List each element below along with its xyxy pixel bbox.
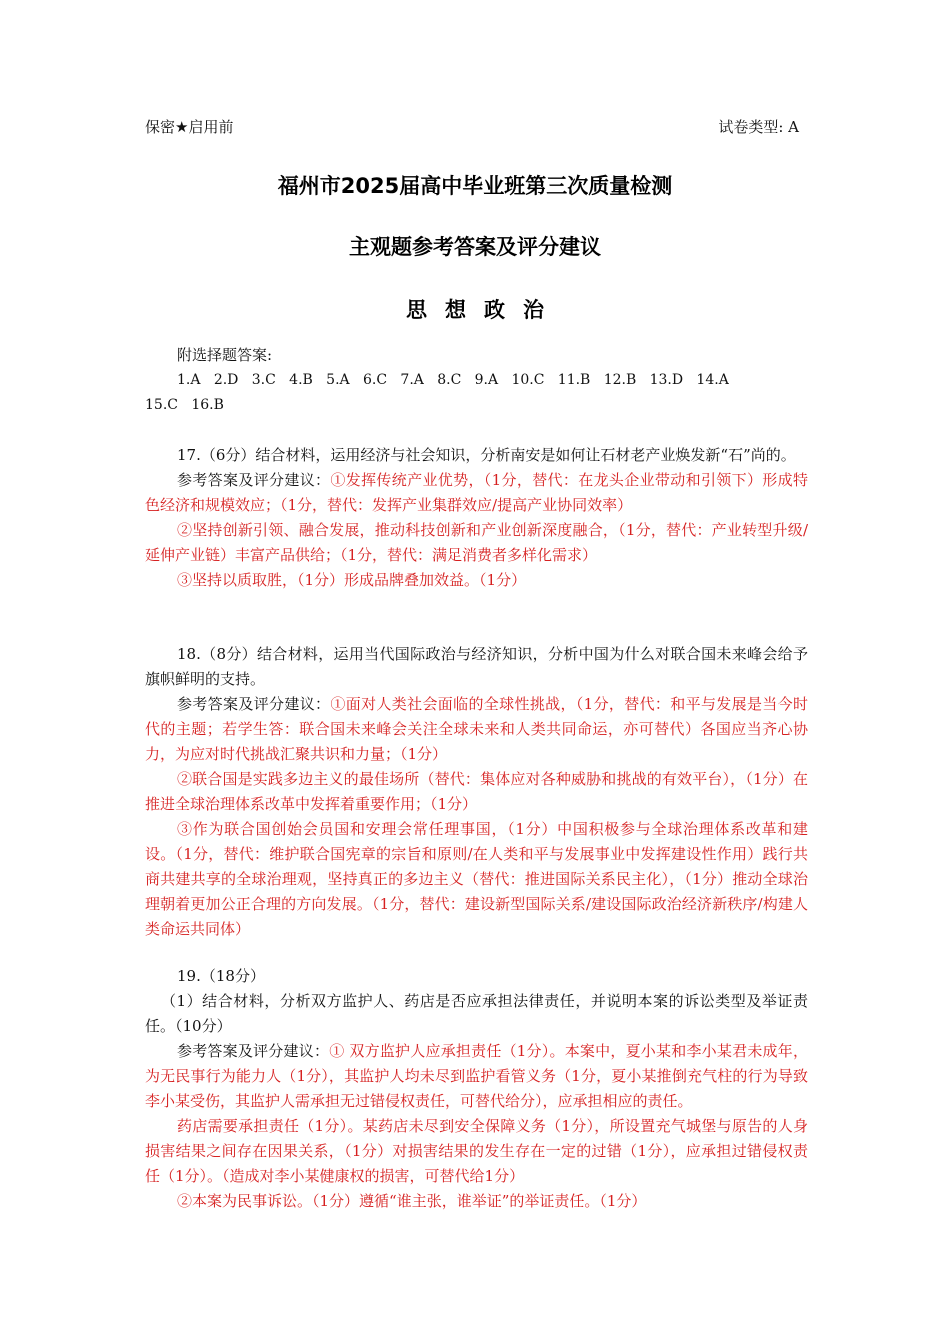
question-18-text: 18.（8分）结合材料，运用当代国际政治与经济知识，分析中国为什么对联合国未来峰会给予旗帜鲜明的支持。 xyxy=(145,645,808,688)
question-19-sub1: （1）结合材料，分析双方监护人、药店是否应承担法律责任，并说明本案的诉讼类型及举证责任。（10分） xyxy=(145,992,808,1035)
answer-19-1-text: ① 双方监护人应承担责任（1分）。本案中，夏小某和李小某君未成年，为无民事行为能力人（1分），其监护人均未尽到监护看管义务（1分，夏小某推倒充气柱的行为导致李小某受伤，其监护人需承担无过错侵权责任，可替代给分），应承担相应的责任。 xyxy=(145,1042,808,1110)
answer-18-2: ②联合国是实践多边主义的最佳场所（替代：集体应对各种威胁和挑战的有效平台），（1分）在推进全球治理体系改革中发挥着重要作用；（1分） xyxy=(145,770,808,813)
question-18 xyxy=(145,642,808,942)
answer-17-2: ②坚持创新引领、融合发展，推动科技创新和产业创新深度融合，（1分，替代：产业转型升级/延伸产业链）丰富产品供给；（1分，替代：满足消费者多样化需求） xyxy=(145,521,808,564)
page-title: 福州市2025届高中毕业班第三次质量检测 xyxy=(277,174,673,198)
paper-type: 试卷类型: A xyxy=(718,118,799,136)
choice-line-2: 15.C 16.B xyxy=(145,397,224,413)
answer-19-3: ②本案为民事诉讼。（1分）遵循“谁主张，谁举证”的举证责任。（1分） xyxy=(177,1192,647,1210)
question-17-text: 17.（6分）结合材料，运用经济与社会知识，分析南安是如何让石材老产业焕发新“石”尚的。 xyxy=(177,446,796,464)
answer-label: 参考答案及评分建议： xyxy=(177,695,331,713)
answer-17-3: ③坚持以质取胜，（1分）形成品牌叠加效益。（1分） xyxy=(177,571,527,589)
answer-label: 参考答案及评分建议： xyxy=(177,1042,330,1060)
choice-line-1: 1.A 2.D 3.C 4.B 5.A 6.C 7.A 8.C 9.A 10.C 11.B 12.B 13.D 14.A xyxy=(177,372,729,388)
answer-19-2: 药店需要承担责任（1分）。某药店未尽到安全保障义务（1分），所设置充气城堡与原告的人身损害结果之间存在因果关系，（1分）对损害结果的发生存在一定的过错（1分），应承担过错侵权责任（1分）。（造成对李小某健康权的损害，可替代给1分） xyxy=(145,1117,808,1185)
answer-17-1-text: ①发挥传统产业优势，（1分，替代：在龙头企业带动和引领下）形成特色经济和规模效应；（1分，替代：发挥产业集群效应/提高产业协同效率） xyxy=(145,471,808,514)
answer-19-1 xyxy=(145,1039,808,1114)
page-subtitle: 主观题参考答案及评分建议 xyxy=(349,235,601,259)
question-19-head: 19.（18分） xyxy=(177,967,265,985)
answer-18-1-text: ①面对人类社会面临的全球性挑战，（1分，替代：和平与发展是当今时代的主题；若学生答：联合国未来峰会关注全球未来和人类共同命运，亦可替代）各国应当齐心协力，为应对时代挑战汇聚共识和力量；（1分） xyxy=(145,695,808,763)
answer-17-1 xyxy=(145,468,808,518)
question-19 xyxy=(145,964,808,1214)
question-17 xyxy=(145,443,808,593)
answer-18-1 xyxy=(145,692,808,767)
answer-label: 参考答案及评分建议： xyxy=(177,471,331,489)
choice-label: 附选择题答案: xyxy=(177,346,273,364)
choice-answers xyxy=(145,343,808,418)
subject-title: 思想政治 xyxy=(406,297,562,322)
answer-18-3: ③作为联合国创始会员国和安理会常任理事国，（1分）中国积极参与全球治理体系改革和建设。（1分，替代：维护联合国宪章的宗旨和原则/在人类和平与发展事业中发挥建设性作用）践行共商共建共享的全球治理观，坚持真正的多边主义（替代：推进国际关系民主化），（1分）推动全球治理朝着更加公正合理的方向发展。（1分，替代：建设新型国际关系/建设国际政治经济新秩序/构建人类命运共同体） xyxy=(145,820,808,938)
confidential-mark: 保密★启用前 xyxy=(145,118,234,136)
